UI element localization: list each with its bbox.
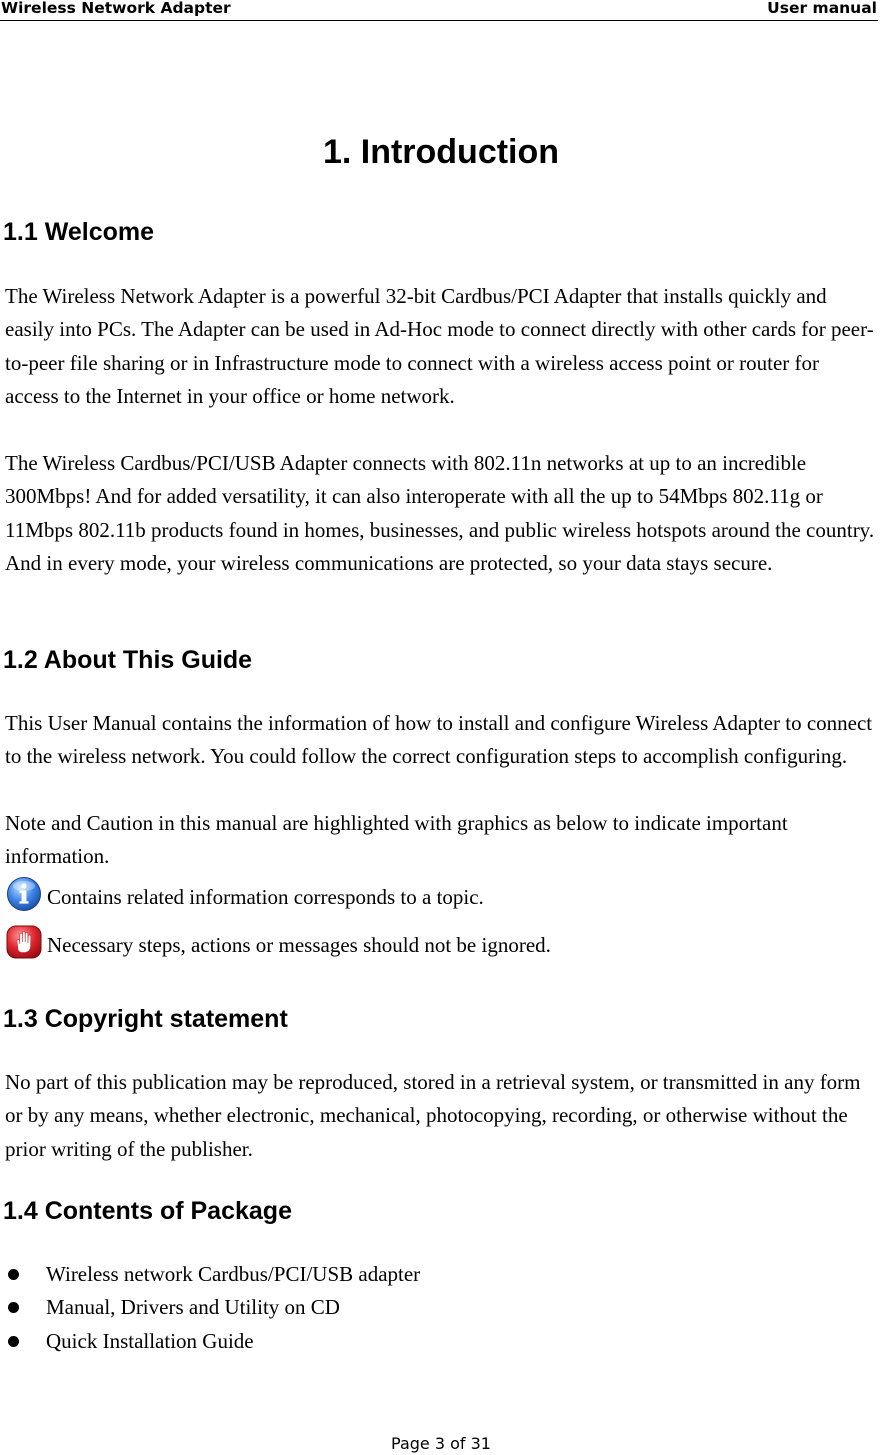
chapter-title: 1. Introduction	[322, 133, 560, 171]
bullet-icon	[8, 1302, 19, 1313]
bullet-icon	[8, 1336, 19, 1347]
bullet-icon	[8, 1269, 19, 1280]
section-heading-welcome: 1.1 Welcome	[3, 218, 155, 246]
list-item-text: Wireless network Cardbus/PCI/USB adapter	[46, 1262, 421, 1286]
note-caution-line	[5, 924, 551, 960]
running-header	[0, 0, 878, 21]
guide-paragraph-2: Note and Caution in this manual are highlighted with graphics as below to indicate important information.	[5, 811, 788, 869]
stop-hand-icon	[5, 924, 43, 960]
page-number: Page 3 of 31	[391, 1434, 491, 1453]
copyright-paragraph: No part of this publication may be reproduced, stored in a retrieval system, or transmitted in any form or by any means, whether electronic, mechanical, photocopying, recording, or otherwise without the prior writing of the publisher.	[5, 1070, 861, 1161]
note-info-text: Contains related information corresponds to a topic.	[47, 885, 484, 909]
list-item-text: Quick Installation Guide	[46, 1328, 254, 1353]
info-icon	[5, 876, 43, 912]
header-manual-label: User manual	[767, 0, 877, 17]
section-heading-package: 1.4 Contents of Package	[3, 1197, 292, 1225]
section-heading-copyright: 1.3 Copyright statement	[3, 1005, 288, 1033]
header-document-title: Wireless Network Adapter	[1, 0, 231, 17]
welcome-paragraph-2: The Wireless Cardbus/PCI/USB Adapter connects with 802.11n networks at up to an incredible 300Mbps! And for added versatility, it can also interoperate with all the up to 54Mbps 802.11g or 11Mbps 802.11b products found in homes, businesses, and public wireless hotspots around the country. And in every mode, your wireless communications are protected, so your data stays secure.	[5, 451, 875, 576]
note-caution-text: Necessary steps, actions or messages should not be ignored.	[47, 933, 551, 957]
welcome-paragraph-1: The Wireless Network Adapter is a powerful 32-bit Cardbus/PCI Adapter that installs quickly and easily into PCs. The Adapter can be used in Ad-Hoc mode to connect directly with other cards for peer-to-peer file sharing or in Infrastructure mode to connect with a wireless access point or router for access to the Internet in your office or home network.	[5, 284, 874, 409]
guide-paragraph-1: This User Manual contains the information of how to install and configure Wireless Adapter to connect to the wireless network. You could follow the correct configuration steps to accomplish configuring.	[5, 711, 873, 769]
note-info-line	[5, 876, 484, 912]
list-item-text: Manual, Drivers and Utility on CD	[46, 1295, 340, 1320]
section-heading-guide: 1.2 About This Guide	[3, 646, 253, 674]
